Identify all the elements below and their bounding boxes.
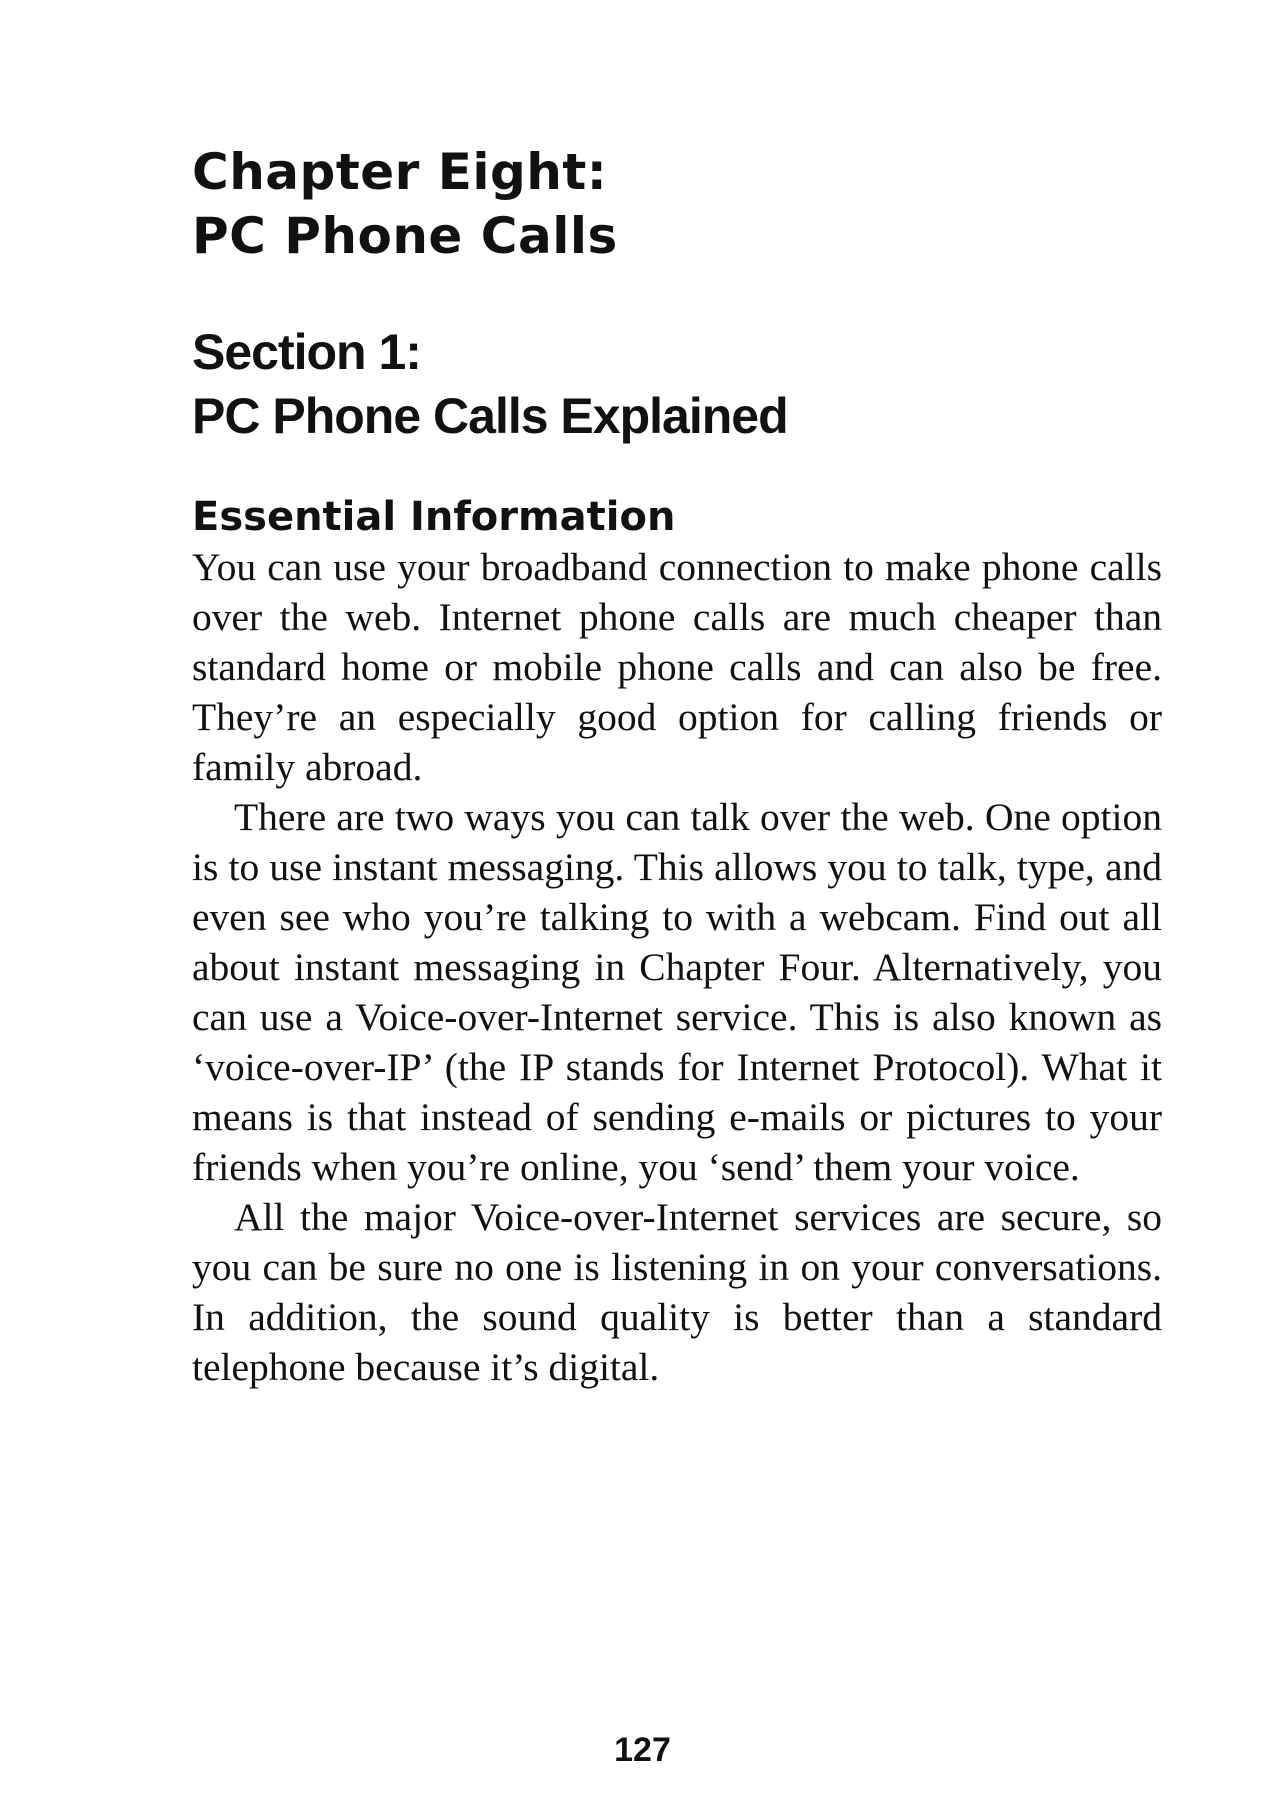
chapter-name: PC Phone Calls — [192, 207, 618, 265]
section-number: Section 1: — [192, 324, 421, 380]
paragraph-intro: You can use your broadband connection to make phone calls over the web. Internet phone calls are much cheaper than standard home or mobile phone calls and can also be free. They’re an especially good option for calling friends or family abroad. — [192, 545, 1162, 789]
page-number: 127 — [614, 1731, 671, 1769]
page-content — [192, 140, 1162, 1392]
subheading-essential-information: Essential Information — [192, 494, 676, 540]
section-title — [192, 320, 1162, 448]
paragraph-security: All the major Voice-over-Internet services are secure, so you can be sure no one is listening in on your conversations. In addition, the sound quality is better than a standard telephone because it’s digital. — [192, 1195, 1162, 1389]
section-name: PC Phone Calls Explained — [192, 388, 788, 444]
paragraph-ways-to-talk: There are two ways you can talk over the web. One option is to use instant messaging. This allows you to talk, type, and even see who you’re talking to with a webcam. Find out all about instant messaging in Chapter Four. Alternatively, you can use a Voice-over-Internet service. This is also known as ‘voice-over-IP’ (the IP stands for Internet Protocol). What it means is that instead of sending e-mails or pictures to your friends when you’re online, you ‘send’ them your voice. — [192, 795, 1162, 1189]
chapter-title — [192, 140, 1162, 268]
chapter-number: Chapter Eight: — [192, 143, 608, 201]
